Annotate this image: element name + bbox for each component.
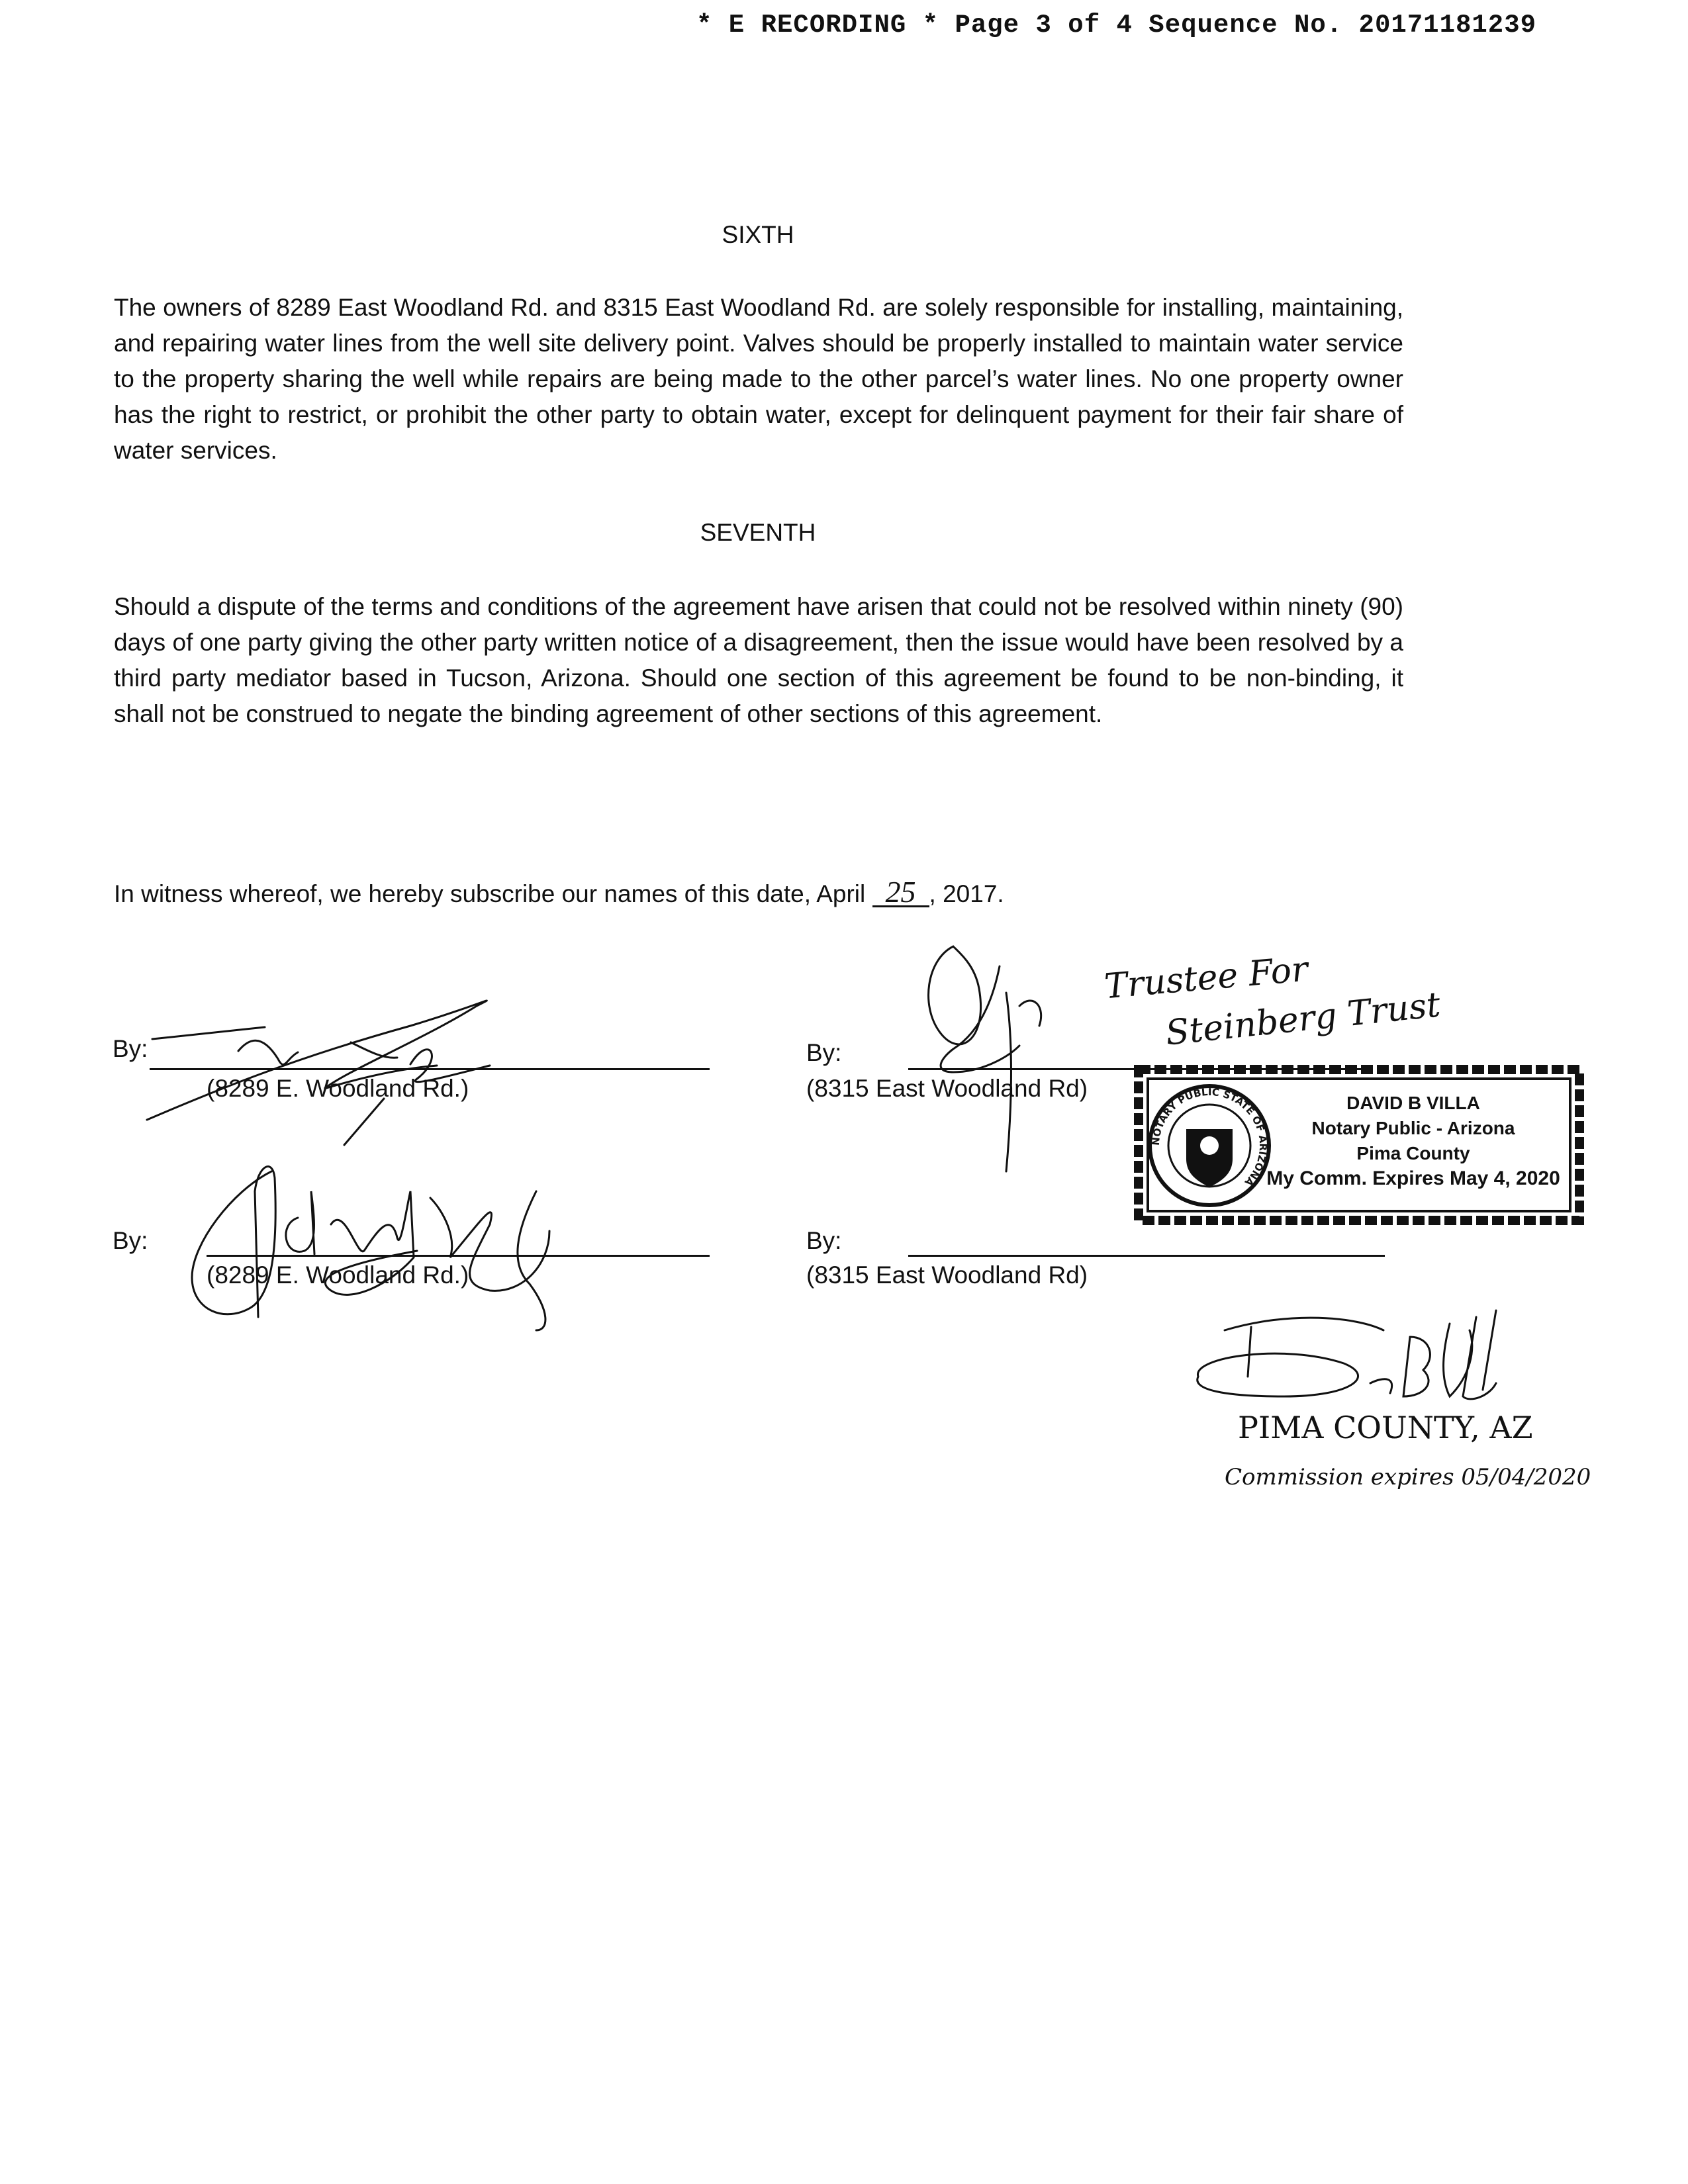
witness-prefix: In witness whereof, we hereby subscribe our names of this date, April xyxy=(114,880,872,907)
handwritten-county: PIMA COUNTY, AZ xyxy=(1238,1410,1533,1445)
notary-title: Notary Public - Arizona xyxy=(1311,1118,1515,1138)
recording-header: * E RECORDING * Page 3 of 4 Sequence No. 20171181239 xyxy=(696,11,1536,40)
by-label-left-2: By: xyxy=(113,1227,148,1254)
witness-day: 25 xyxy=(872,879,929,907)
signature-left-2 xyxy=(179,1152,576,1337)
address-right-2: (8315 East Woodland Rd) xyxy=(806,1261,1088,1289)
handwritten-commission: Commission expires 05/04/2020 xyxy=(1225,1464,1591,1490)
notary-name: DAVID B VILLA xyxy=(1346,1093,1480,1113)
handwritten-trustee-note-2: Steinberg Trust xyxy=(1164,985,1442,1054)
witness-clause xyxy=(114,875,1004,909)
address-left-1: (8289 E. Woodland Rd.) xyxy=(207,1075,469,1102)
by-label-right-1: By: xyxy=(806,1039,842,1066)
notary-signature xyxy=(1185,1297,1516,1416)
by-label-left-1: By: xyxy=(113,1035,148,1062)
handwritten-trustee-note-1: Trustee For xyxy=(1102,949,1310,1007)
notary-stamp-text xyxy=(1251,1091,1575,1191)
notary-expires: My Comm. Expires May 4, 2020 xyxy=(1266,1167,1560,1189)
section-body-seventh: Should a dispute of the terms and conditions of the agreement have arisen that could not be resolved within ninety (90) days of one party giving the other party written notice of a disagreement, then the issue would have been resolved by a third party mediator based in Tucson, Arizona. Should one section of this agreement be found to be non-binding, it shall not be construed to negate the binding agreement of other sections of this agreement. xyxy=(114,593,1403,727)
section-body-sixth: The owners of 8289 East Woodland Rd. and 8315 East Woodland Rd. are solely responsible for installing, maintaining, and repairing water lines from the well site delivery point. Valves should be properly installed to maintain water service to the property sharing the well while repairs are being made to the other parcel’s water lines. No one property owner has the right to restrict, or prohibit the other party to obtain water, except for delinquent payment for their fair share of water services. xyxy=(114,294,1403,464)
section-heading-sixth: SIXTH xyxy=(722,221,794,248)
witness-suffix: , 2017. xyxy=(929,880,1004,907)
address-right-1: (8315 East Woodland Rd) xyxy=(806,1075,1088,1102)
signature-left-1 xyxy=(132,979,635,1152)
notary-county: Pima County xyxy=(1356,1143,1470,1163)
address-left-2: (8289 E. Woodland Rd.) xyxy=(207,1261,469,1289)
section-heading-seventh: SEVENTH xyxy=(700,519,816,546)
by-label-right-2: By: xyxy=(806,1227,842,1254)
signature-line-right-2 xyxy=(908,1255,1385,1257)
seal-text: NOTARY PUBLIC STATE OF ARIZONA xyxy=(1149,1085,1270,1189)
